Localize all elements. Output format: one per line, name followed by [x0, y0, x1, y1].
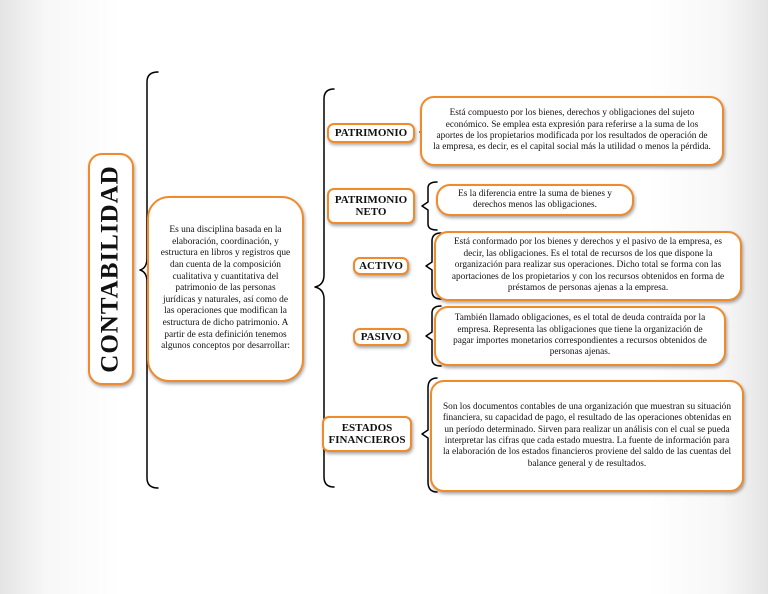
concept-description-text: También llamado obligaciones, es el total de deuda contraída por la empresa. Representa las obligaciones que tiene la organización de pagar importes monetarios correspondientes a recursos obtenidos de personas ajenas. [453, 313, 707, 358]
concept-description-text: Está compuesto por los bienes, derechos y obligaciones del sujeto económico. Se emplea esta expresión para referirse a la suma de los aportes de los propietarios modificada por los resultados de operación de la empresa, es decir, es el capital social más la utilidad o menos la pérdida. [433, 108, 711, 153]
concept-label-text: ESTADOS FINANCIEROS [328, 422, 406, 446]
concept-description-patrimonio-neto [436, 184, 634, 216]
concept-description-text: Está conformado por los bienes y derechos y el pasivo de la empresa, es decir, las obligaciones. Es el total de recursos de los que dispone la organización para realizar sus operaciones. Dicho total se forma con las aportaciones de los propietarios y con los recursos obtenidos en forma de préstamos de personas ajenas a la empresa. [451, 237, 725, 294]
title: CONTABILIDAD [97, 165, 124, 373]
concept-label-patrimonio [327, 123, 415, 143]
concept-label-activo [353, 257, 409, 275]
concept-label-patrimonio-neto [327, 188, 415, 224]
bracket-patrimonio-neto [422, 182, 437, 230]
title-box [88, 153, 134, 385]
concept-description-estados-financieros [430, 380, 744, 492]
concept-description-text: Son los documentos contables de una organización que muestran su situación financiera, su capacidad de pago, el resultado de las operaciones obtenidas en un período determinado. Sirven para realizar un análisis con el cual se pueda interpretar las cifras que cada estado muestra. La fuente de información para la elaboración de los estados financieros proviene del saldo de las cuentas del balance general y de resultados. [442, 401, 732, 469]
concept-label-text: PATRIMONIO [334, 127, 408, 139]
concept-description-pasivo [434, 306, 726, 366]
concept-description-text: Es la diferencia entre la suma de bienes y derechos menos las obligaciones. [458, 188, 612, 210]
concept-label-text: PASIVO [360, 331, 402, 343]
definition-box [147, 196, 304, 382]
concept-label-pasivo [353, 328, 409, 346]
concept-description-patrimonio [420, 96, 724, 166]
concept-label-text: ACTIVO [359, 260, 403, 272]
definition-text: Es una disciplina basada en la elaboración, coordinación, y estructura en libros y registros que dan cuenta de la composición cualitativa y cuantitativa del patrimonio de las personas jurídicas y naturales, así como de las operaciones que modifican la estructura de dicho patrimonio. A partir de esta definición tenemos algunos conceptos por desarrollar: [160, 225, 291, 352]
concept-description-activo [434, 231, 742, 301]
concept-label-estados-financieros [322, 416, 412, 452]
concept-label-text: PATRIMONIO NETO [334, 194, 408, 218]
